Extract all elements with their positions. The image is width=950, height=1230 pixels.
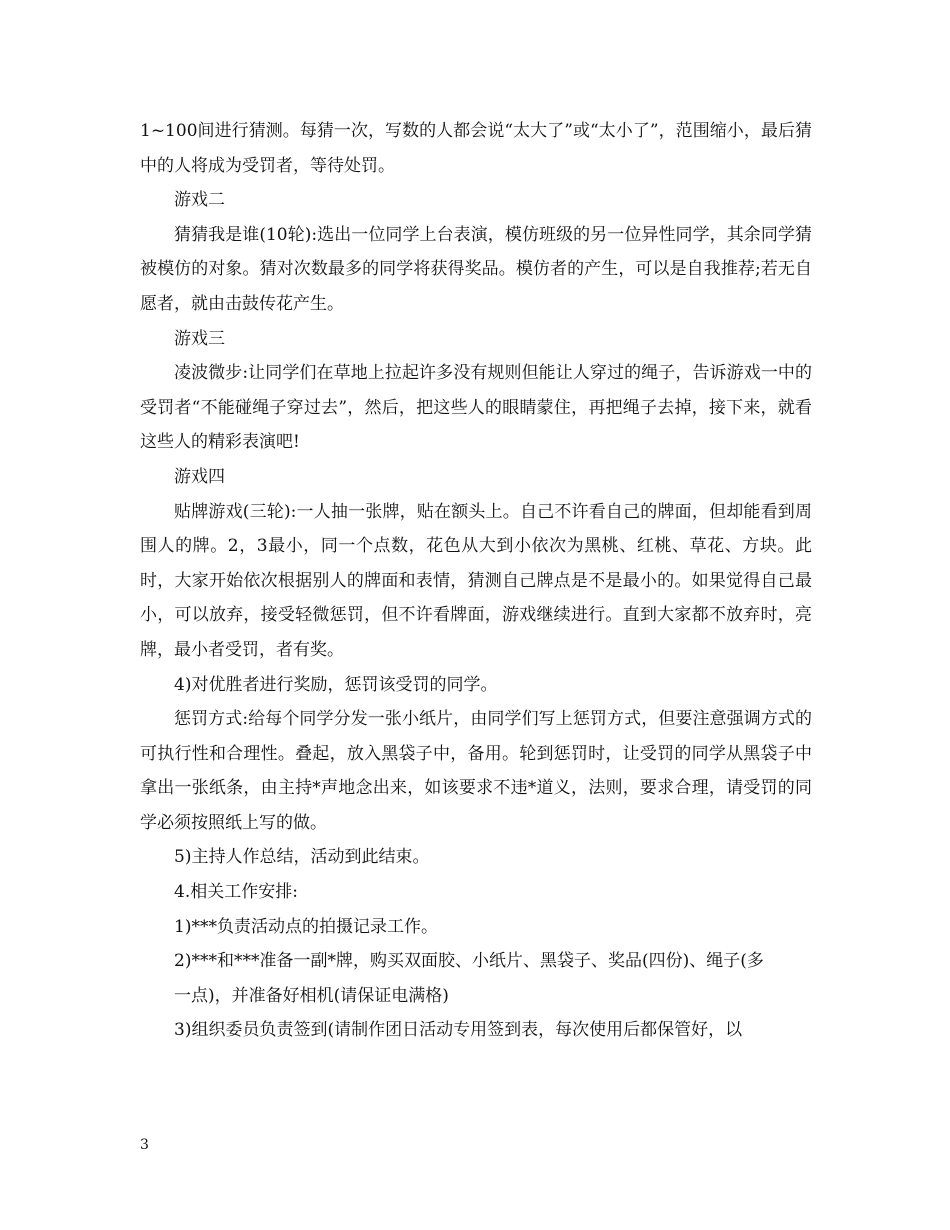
heading-game-three: 游戏三 xyxy=(174,328,225,349)
paragraph-reward: 4)对优胜者进行奖励，惩罚该受罚的同学。 xyxy=(174,674,498,695)
paragraph-1: 1~100间进行猜测。每猜一次，写数的人都会说“太大了”或“太小了”，范围缩小，最后猜中的人将成为受罚者，等待处罚。 xyxy=(140,121,812,176)
list-item-2-continued: 一点)，并准备好相机(请保证电满格) xyxy=(174,985,449,1006)
list-item-1: 1)***负责活动点的拍摄记录工作。 xyxy=(174,916,438,937)
paragraph-punishment: 惩罚方式:给每个同学分发一张小纸片，由同学们写上惩罚方式，但要注意强调方式的可执行性和合理性。叠起，放入黑袋子中，备用。轮到惩罚时，让受罚的同学从黑袋子中拿出一张纸条，由主持*声地念出来，如该要求不违*道义，法则，要求合理，请受罚的同学必须按照纸上写的做。 xyxy=(140,709,812,833)
page-body xyxy=(140,114,812,1048)
heading-game-four: 游戏四 xyxy=(174,466,225,487)
page-number: 3 xyxy=(140,1137,149,1153)
heading-game-two: 游戏二 xyxy=(174,190,225,211)
list-item-3: 3)组织委员负责签到(请制作团日活动专用签到表，每次使用后都保管好，以 xyxy=(174,1020,743,1041)
paragraph-game-two: 猜猜我是谁(10轮):选出一位同学上台表演，模仿班级的另一位异性同学，其余同学猜被模仿的对象。猜对次数最多的同学将获得奖品。模仿者的产生，可以是自我推荐;若无自愿者，就由击鼓传花产生。 xyxy=(140,224,812,314)
paragraph-game-four: 贴牌游戏(三轮):一人抽一张牌，贴在额头上。自己不许看自己的牌面，但却能看到周围人的牌。2，3最小，同一个点数，花色从大到小依次为黑桃、红桃、草花、方块。此时，大家开始依次根据别人的牌面和表情，猜测自己牌点是不是最小的。如果觉得自己最小，可以放弃，接受轻微惩罚，但不许看牌面，游戏继续进行。直到大家都不放弃时，亮牌，最小者受罚，者有奖。 xyxy=(140,501,812,660)
paragraph-game-three: 凌波微步:让同学们在草地上拉起许多没有规则但能让人穿过的绳子，告诉游戏一中的受罚者“不能碰绳子穿过去”，然后，把这些人的眼睛蒙住，再把绳子去掉，接下来，就看这些人的精彩表演吧! xyxy=(140,363,812,453)
heading-work-arrangement: 4.相关工作安排: xyxy=(174,882,298,903)
list-item-2: 2)***和***准备一副*牌，购买双面胶、小纸片、黑袋子、奖品(四份)、绳子(多 xyxy=(174,951,764,972)
paragraph-summary: 5)主持人作总结，活动到此结束。 xyxy=(174,847,430,868)
